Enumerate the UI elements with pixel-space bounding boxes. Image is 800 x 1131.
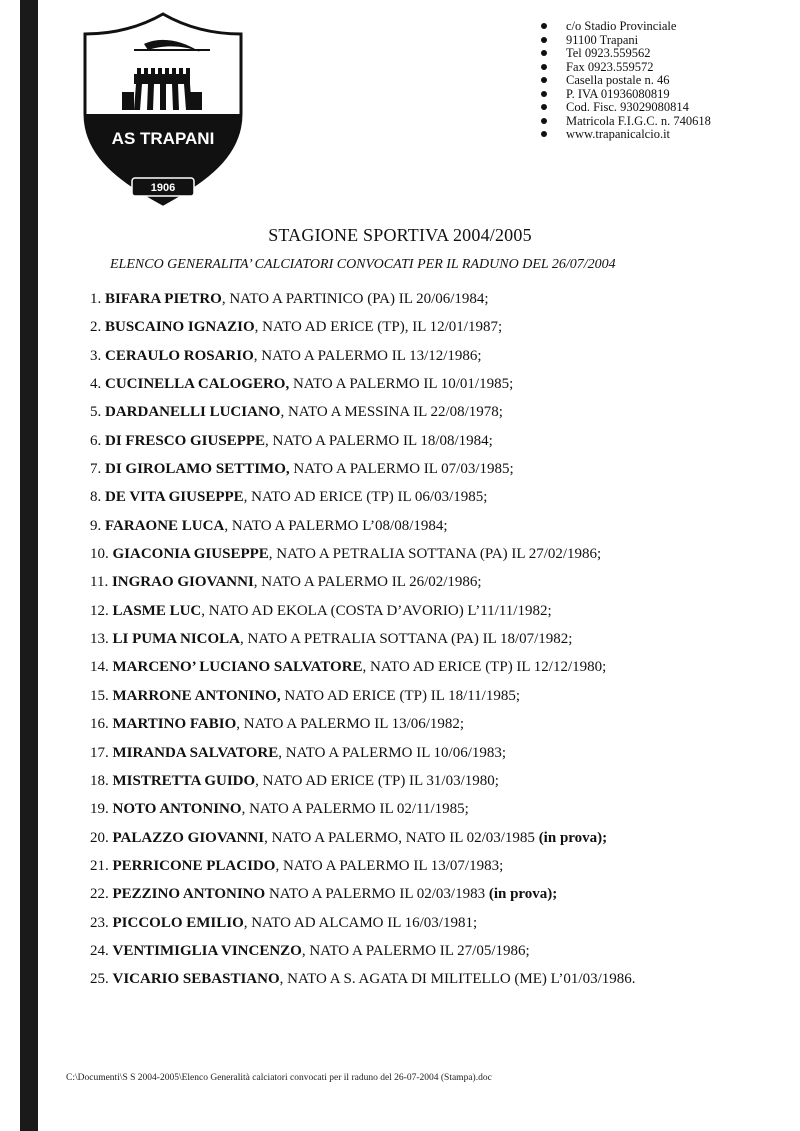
player-name: LI PUMA NICOLA	[112, 631, 241, 648]
player-birth-details: , NATO A PETRALIA SOTTANA (PA) IL 18/07/1982;	[240, 631, 573, 648]
player-birth-details: NATO A PALERMO IL 02/03/1983	[265, 886, 489, 903]
player-birth-details: , NATO AD ALCAMO IL 16/03/1981;	[243, 914, 478, 931]
player-number: 4.	[90, 376, 102, 393]
player-birth-details: , NATO A PALERMO IL 18/08/1984;	[265, 432, 493, 449]
player-number: 2.	[90, 319, 102, 336]
bullet-icon	[541, 37, 547, 43]
player-birth-details: , NATO A PALERMO IL 27/05/1986;	[301, 942, 530, 959]
player-name: CERAULO ROSARIO	[105, 347, 254, 364]
logo-club-name: AS TRAPANI	[111, 129, 215, 148]
player-name: PICCOLO EMILIO	[112, 914, 244, 931]
player-birth-details: , NATO AD ERICE (TP) IL 06/03/1985;	[243, 489, 488, 506]
player-number: 9.	[90, 517, 102, 534]
contact-line: Matricola F.I.G.C. n. 740618	[540, 115, 711, 129]
player-row	[90, 455, 636, 483]
player-number: 6.	[90, 432, 102, 449]
player-row	[90, 568, 636, 596]
player-birth-details: NATO A PALERMO IL 07/03/1985;	[289, 461, 514, 478]
player-number: 7.	[90, 461, 102, 478]
player-name: MARCENO’ LUCIANO SALVATORE	[112, 659, 363, 676]
document-subtitle: ELENCO GENERALITA’ CALCIATORI CONVOCATI PER IL RADUNO DEL 26/07/2004	[110, 257, 616, 272]
player-roster-list	[90, 285, 636, 994]
player-birth-details: NATO A PALERMO IL 10/01/1985;	[289, 376, 514, 393]
player-birth-details: , NATO A PALERMO IL 10/06/1983;	[278, 744, 507, 761]
player-birth-details: , NATO A PETRALIA SOTTANA (PA) IL 27/02/1986;	[268, 546, 602, 563]
player-row	[90, 909, 636, 937]
player-row	[90, 540, 636, 568]
player-birth-details: , NATO A PALERMO IL 13/06/1982;	[236, 716, 465, 733]
player-name: PALAZZO GIOVANNI	[112, 829, 265, 846]
player-birth-details: , NATO A PALERMO IL 02/11/1985;	[241, 801, 469, 818]
player-number: 19.	[90, 801, 109, 818]
binding-edge	[20, 0, 38, 1131]
contact-line: Casella postale n. 46	[540, 74, 711, 88]
player-number: 13.	[90, 631, 109, 648]
player-trial-note: (in prova);	[538, 829, 608, 846]
player-birth-details: , NATO A PALERMO, NATO IL 02/03/1985	[264, 829, 539, 846]
player-row	[90, 625, 636, 653]
as-trapani-crest-logo	[82, 10, 244, 206]
contact-line: P. IVA 01936080819	[540, 88, 711, 102]
player-name: DARDANELLI LUCIANO	[105, 404, 281, 421]
player-birth-details: , NATO A PALERMO IL 26/02/1986;	[253, 574, 482, 591]
player-name: BIFARA PIETRO	[105, 291, 222, 307]
bullet-icon	[541, 77, 547, 83]
player-birth-details: , NATO AD EKOLA (COSTA D’AVORIO) L’11/11/1982;	[201, 602, 552, 619]
player-name: MIRANDA SALVATORE	[112, 744, 279, 761]
player-name: MARRONE ANTONINO,	[112, 687, 281, 704]
player-name: VICARIO SEBASTIANO	[112, 971, 280, 988]
player-row	[90, 483, 636, 511]
player-number: 14.	[90, 659, 109, 676]
player-birth-details: , NATO AD ERICE (TP) IL 12/12/1980;	[362, 659, 607, 676]
player-row	[90, 710, 636, 738]
season-title: STAGIONE SPORTIVA 2004/2005	[268, 225, 532, 245]
player-row	[90, 824, 636, 852]
bullet-icon	[541, 91, 547, 97]
contact-line: c/o Stadio Provinciale	[540, 20, 711, 34]
player-name: VENTIMIGLIA VINCENZO	[112, 942, 302, 959]
bullet-icon	[541, 64, 547, 70]
player-number: 8.	[90, 489, 102, 506]
player-trial-note: (in prova);	[488, 886, 558, 903]
player-number: 17.	[90, 744, 109, 761]
player-row	[90, 965, 636, 993]
contact-line: Fax 0923.559572	[540, 61, 711, 75]
bullet-icon	[541, 23, 547, 29]
contact-info-list	[540, 20, 711, 142]
player-name: FARAONE LUCA	[105, 517, 225, 534]
player-name: BUSCAINO IGNAZIO	[105, 319, 255, 336]
player-birth-details: NATO AD ERICE (TP) IL 18/11/1985;	[280, 687, 521, 704]
player-number: 24.	[90, 942, 109, 959]
player-number: 21.	[90, 857, 109, 874]
bullet-icon	[541, 131, 547, 137]
player-row	[90, 370, 636, 398]
player-row	[90, 427, 636, 455]
player-name: PEZZINO ANTONINO	[112, 886, 266, 903]
player-name: MISTRETTA GUIDO	[112, 772, 256, 789]
player-number: 11.	[90, 574, 109, 591]
player-name: GIACONIA GIUSEPPE	[112, 546, 269, 563]
player-row	[90, 880, 636, 908]
player-name: MARTINO FABIO	[112, 716, 237, 733]
player-birth-details: , NATO A PALERMO L’08/08/1984;	[224, 517, 448, 534]
player-name: INGRAO GIOVANNI	[111, 574, 254, 591]
player-number: 16.	[90, 716, 109, 733]
player-name: DI FRESCO GIUSEPPE	[105, 432, 266, 449]
bullet-icon	[541, 104, 547, 110]
player-row	[90, 852, 636, 880]
contact-line: 91100 Trapani	[540, 34, 711, 48]
player-birth-details: , NATO A PARTINICO (PA) IL 20/06/1984;	[221, 291, 489, 307]
player-name: DI GIROLAMO SETTIMO,	[105, 461, 290, 478]
logo-founding-year: 1906	[150, 182, 176, 194]
player-row	[90, 739, 636, 767]
player-name: PERRICONE PLACIDO	[112, 857, 276, 874]
player-row	[90, 597, 636, 625]
player-number: 1.	[90, 291, 102, 307]
player-birth-details: , NATO AD ERICE (TP), IL 12/01/1987;	[254, 319, 503, 336]
player-number: 15.	[90, 687, 109, 704]
player-row	[90, 937, 636, 965]
player-row	[90, 512, 636, 540]
player-name: DE VITA GIUSEPPE	[105, 489, 244, 506]
player-row	[90, 682, 636, 710]
player-row	[90, 342, 636, 370]
player-number: 3.	[90, 347, 102, 364]
player-number: 20.	[90, 829, 109, 846]
file-path-footer: C:\Documenti\S S 2004-2005\Elenco Generalità calciatori convocati per il raduno del 26-07-2004 (Stampa).doc	[66, 1073, 492, 1083]
player-name: CUCINELLA CALOGERO,	[105, 376, 290, 393]
contact-line: www.trapanicalcio.it	[540, 128, 711, 142]
player-row	[90, 398, 636, 426]
player-row	[90, 767, 636, 795]
player-row	[90, 653, 636, 681]
player-name: NOTO ANTONINO	[112, 801, 242, 818]
player-number: 5.	[90, 404, 102, 421]
player-number: 18.	[90, 772, 109, 789]
player-birth-details: , NATO A PALERMO IL 13/12/1986;	[253, 347, 482, 364]
player-row	[90, 313, 636, 341]
player-number: 12.	[90, 602, 109, 619]
player-birth-details: , NATO A S. AGATA DI MILITELLO (ME) L’01/03/1986.	[279, 971, 636, 988]
contact-line: Cod. Fisc. 93029080814	[540, 101, 711, 115]
player-number: 10.	[90, 546, 109, 563]
player-birth-details: , NATO A PALERMO IL 13/07/1983;	[275, 857, 504, 874]
player-birth-details: , NATO AD ERICE (TP) IL 31/03/1980;	[255, 772, 499, 789]
contact-line: Tel 0923.559562	[540, 47, 711, 61]
bullet-icon	[541, 50, 547, 56]
player-number: 22.	[90, 886, 109, 903]
bullet-icon	[541, 118, 547, 124]
player-number: 25.	[90, 971, 109, 988]
player-birth-details: , NATO A MESSINA IL 22/08/1978;	[280, 404, 503, 421]
player-name: LASME LUC	[112, 602, 202, 619]
player-row	[90, 285, 636, 313]
player-row	[90, 795, 636, 823]
player-number: 23.	[90, 914, 109, 931]
